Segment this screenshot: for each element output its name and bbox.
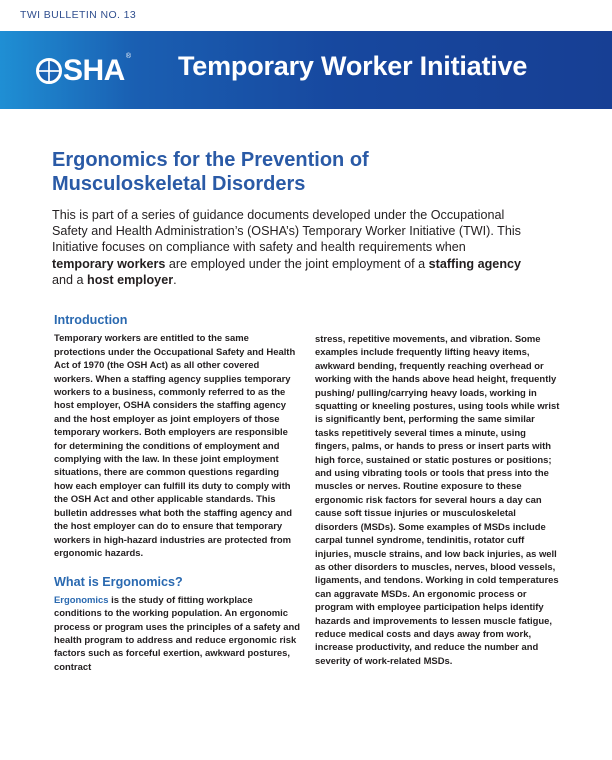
right-column <box>315 333 561 668</box>
intro-bold-staffing-agency: staffing agency <box>428 256 522 271</box>
introduction-heading: Introduction <box>54 313 128 327</box>
ergonomics-body-right: stress, repetitive movements, and vibration. Some examples include frequently lifting heavy items, awkward bending, frequently reaching overhead or working with the hands above head height, frequently pushing/ pulling/carrying heavy loads, working in squatting or kneeling postures, using tools while wrist is significantly bent, performing the same similar tasks repetitively several times a minute, using fingers, palms, or hands to press or insert parts with high force, sustained or static postures or positions; and using vibrating tools or tools that press into the muscles or nerves. Routine exposure to these ergonomic risk factors for several hours a day can cause soft tissue injuries or musculoskeletal disorders (MSDs). Some examples of MSDs include carpal tunnel syndrome, tendinitis, rotator cuff injuries, muscle strains, and low back injuries, as well as other disorders to muscles, nerves, blood vessels, ligaments, and tendons. Working in cold temperatures can aggravate MSDs. An ergonomic process or program with employee participation helps identify hazards and improvements to lessen muscle fatigue, reduce medical costs and days away from work, increase productivity, and reduce the number and severity of work-related MSDs. <box>315 334 560 667</box>
intro-text-2: are employed under the joint employment of a <box>165 256 429 271</box>
intro-bold-temporary-workers: temporary workers <box>52 256 166 271</box>
intro-text-4: . <box>173 272 177 287</box>
intro-bold-host-employer: host employer <box>87 272 174 287</box>
intro-text-1: This is part of a series of guidance documents developed under the Occupational Safety and Health Administration’s (OSHA’s) Temporary Worker Initiative (TWI). This Initiative focuses on compliance with safety and health requirements when <box>52 208 521 255</box>
header-banner <box>0 31 612 109</box>
introduction-body: Temporary workers are entitled to the same protections under the Occupational Safety and Health Act of 1970 (the OSH Act) as all other covered workers. When a staffing agency supplies temporary workers to a business, commonly referred to as the host employer, OSHA considers the staffing agency and the host employer as joint employers of those temporary workers. Both employers are responsible for determining the conditions of employment and complying with the law. In these joint employment situations, there are common questions regarding how each employer can fulfill its duty to comply with the OSH Act and other applicable standards. This bulletin addresses what both the staffing agency and the host employer can do to ensure that temporary workers in high-hazard industries are protected from ergonomic hazards. <box>54 333 296 559</box>
ergonomics-text-left: is the study of fitting workplace conditions to the working population. An ergonomic process or program uses the principles of a safety and health program to address and reduce ergonomic risk factors such as forceful exertion, awkward postures, contract <box>54 594 300 673</box>
left-column <box>54 314 300 674</box>
intro-paragraph <box>52 207 522 288</box>
registered-mark: ® <box>125 53 131 60</box>
bulletin-number: TWI BULLETIN NO. 13 <box>20 9 137 21</box>
logo-text: SHA <box>63 54 125 87</box>
globe-icon <box>36 58 62 84</box>
ergonomics-heading: What is Ergonomics? <box>54 575 183 590</box>
banner-title: Temporary Worker Initiative <box>178 51 528 81</box>
ergonomics-body-left <box>54 594 300 674</box>
ergonomics-term: Ergonomics <box>54 594 109 606</box>
intro-text-3: and a <box>52 272 88 287</box>
document-title: Ergonomics for the Prevention of Musculoskeletal Disorders <box>52 149 369 195</box>
osha-logo <box>36 53 131 89</box>
